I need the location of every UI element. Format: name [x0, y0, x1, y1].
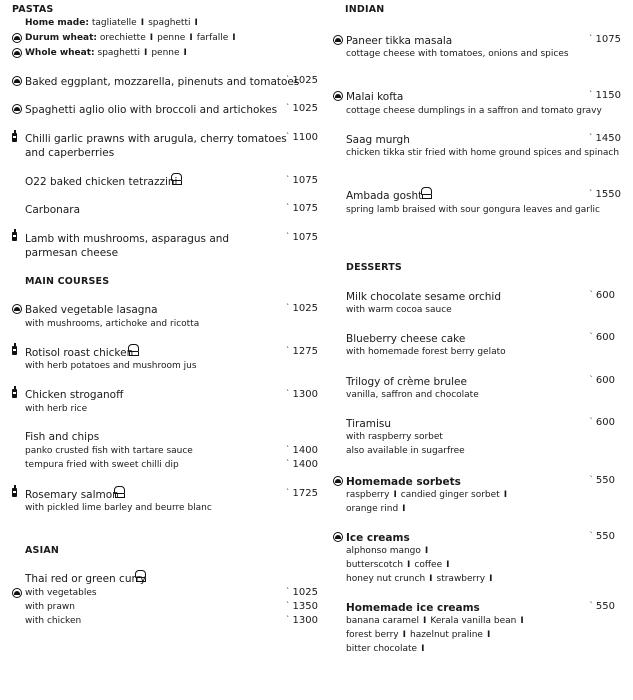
chef-hat-icon	[134, 570, 146, 582]
flavour: raspberry	[346, 490, 390, 500]
flavour: candied ginger sorbet	[400, 490, 500, 500]
menu-item-price: ` 600	[573, 291, 615, 301]
pasta-shape: tagliatelle	[91, 18, 137, 28]
separator: I	[402, 504, 406, 514]
flavour: alphonso mango	[346, 546, 421, 556]
separator: I	[486, 630, 491, 640]
menu-item-name: Blueberry cheese cake	[346, 333, 466, 345]
vegetarian-icon	[333, 476, 343, 486]
whole-wheat-line	[25, 49, 191, 58]
menu-item-desc: with raspberry sorbet	[346, 432, 443, 442]
menu-item-price: ` 550	[573, 602, 615, 612]
menu-item-price: ` 1075	[276, 176, 318, 186]
alcohol-bottle-icon	[12, 346, 17, 355]
vegetarian-icon	[333, 91, 343, 101]
separator: I	[189, 33, 193, 43]
menu-item-name: Tiramisu	[346, 418, 392, 430]
menu-item-name: Baked eggplant, mozzarella, pinenuts and tomatoes	[25, 76, 300, 88]
flavour-line	[346, 491, 511, 500]
durum-wheat-line	[25, 34, 240, 43]
menu-item-desc: with herb rice	[25, 404, 88, 414]
menu-item-price: ` 1300	[276, 390, 318, 400]
vegetarian-icon	[12, 104, 22, 114]
flavour: honey nut crunch	[346, 574, 426, 584]
menu-item-option: with chicken	[25, 616, 82, 626]
menu-item-desc: with warm cocoa sauce	[346, 305, 452, 315]
menu-item-name: Lamb with mushrooms, asparagus and	[25, 233, 230, 245]
pastas-heading: PASTAS	[12, 4, 54, 15]
separator: I	[393, 490, 397, 500]
pasta-shape: penne	[151, 48, 180, 58]
flavour: banana caramel	[346, 616, 420, 626]
vegetarian-icon	[12, 76, 22, 86]
menu-item-name: O22 baked chicken tetrazzini	[25, 176, 178, 188]
menu-item-desc: with pickled lime barley and beurre blanc	[25, 503, 212, 513]
menu-item-price: ` 1550	[579, 190, 621, 200]
menu-item-name: Carbonara	[25, 204, 81, 216]
flavour-line	[346, 645, 428, 654]
menu-item-desc: cottage cheese with tomatoes, onions and spices	[346, 49, 569, 59]
durum-wheat-label: Durum wheat:	[25, 33, 98, 43]
menu-item-name: Baked vegetable lasagna	[25, 304, 158, 316]
menu-item-price: ` 1075	[276, 233, 318, 243]
menu-item-name: Fish and chips	[25, 431, 100, 443]
separator: I	[140, 18, 145, 28]
menu-item-price: ` 550	[573, 476, 615, 486]
menu-item-price: ` 1025	[276, 304, 318, 314]
menu-item-desc: panko crusted fish with tartare sauce	[25, 446, 193, 456]
menu-item-name-cont: and caperberries	[25, 147, 115, 159]
flavour: bitter chocolate	[346, 644, 418, 654]
alcohol-bottle-icon	[12, 232, 17, 241]
menu-item-name: Thai red or green curry	[25, 573, 147, 585]
menu-item-name-cont: parmesan cheese	[25, 247, 119, 259]
pasta-shape: orechiette	[99, 33, 146, 43]
menu-item-price: ` 600	[573, 418, 615, 428]
pasta-shape: spaghetti	[97, 48, 140, 58]
pasta-shape: farfalle	[196, 33, 229, 43]
flavour-line	[346, 561, 454, 570]
separator: I	[503, 490, 508, 500]
menu-item-name: Spaghetti aglio olio with broccoli and artichokes	[25, 104, 278, 116]
desserts-heading: DESSERTS	[346, 262, 402, 273]
flavour: strawberry	[436, 574, 486, 584]
flavour-line	[346, 575, 497, 584]
menu-item-name: Rosemary salmon	[25, 489, 119, 501]
menu-item-price: ` 1075	[579, 35, 621, 45]
flavour-line	[346, 505, 410, 514]
separator: I	[194, 18, 198, 28]
menu-item-name: Ambada gosht	[346, 190, 423, 202]
menu-item-desc: with mushrooms, artichoke and ricotta	[25, 319, 200, 329]
vegetarian-icon	[333, 35, 343, 45]
menu-item-desc: with herb potatoes and mushroom jus	[25, 361, 197, 371]
menu-item-price: ` 1100	[276, 133, 318, 143]
menu-item-price: ` 1300	[276, 616, 318, 626]
menu-item-name: Homemade ice creams	[346, 602, 480, 614]
menu-item-name: Homemade sorbets	[346, 476, 461, 488]
whole-wheat-label: Whole wheat:	[25, 48, 95, 58]
menu-item-name: Malai kofta	[346, 91, 404, 103]
menu-item-name: Saag murgh	[346, 134, 410, 146]
separator: I	[402, 630, 406, 640]
flavour-line	[346, 631, 494, 640]
menu-item-price: ` 1150	[579, 91, 621, 101]
menu-item-name: Trilogy of crème brulee	[346, 376, 467, 388]
flavour-line	[346, 547, 432, 556]
vegetarian-icon	[12, 588, 22, 598]
separator: I	[143, 48, 148, 58]
menu-item-price: ` 1400	[276, 446, 318, 456]
menu-item-desc: vanilla, saffron and chocolate	[346, 390, 479, 400]
menu-item-price: ` 600	[573, 333, 615, 343]
flavour: butterscotch	[346, 560, 404, 570]
menu-item-desc: also available in sugarfree	[346, 446, 465, 456]
menu-item-name: Ice creams	[346, 532, 410, 544]
chef-hat-icon	[420, 187, 432, 199]
alcohol-bottle-icon	[12, 488, 17, 497]
menu-item-desc: chicken tikka stir fried with home ground spices and spinach	[346, 148, 620, 158]
main-courses-heading: MAIN COURSES	[25, 276, 110, 287]
menu-item-name: Rotisol roast chicken	[25, 347, 134, 359]
flavour: coffee	[414, 560, 443, 570]
menu-item-desc: spring lamb braised with sour gongura leaves and garlic	[346, 205, 600, 215]
separator: I	[407, 560, 411, 570]
menu-item-option: with prawn	[25, 602, 75, 612]
home-made-line	[25, 19, 202, 28]
separator: I	[489, 574, 493, 584]
menu-item-option: with vegetables	[25, 588, 97, 598]
flavour: orange rind	[346, 504, 399, 514]
separator: I	[520, 616, 524, 626]
chef-hat-icon	[113, 486, 125, 498]
menu-item-price: ` 1025	[276, 104, 318, 114]
indian-heading: INDIAN	[345, 4, 385, 15]
menu-item-price: ` 600	[573, 376, 615, 386]
separator: I	[421, 644, 425, 654]
chef-hat-icon	[127, 344, 139, 356]
alcohol-bottle-icon	[12, 133, 17, 142]
menu-item-desc: with homemade forest berry gelato	[346, 347, 506, 357]
separator: I	[429, 574, 433, 584]
menu-item-price: ` 1400	[276, 460, 318, 470]
menu-item-desc: tempura fried with sweet chilli dip	[25, 460, 179, 470]
menu-item-price: ` 1350	[276, 602, 318, 612]
flavour: Kerala vanilla bean	[430, 616, 517, 626]
vegetarian-icon	[12, 33, 22, 43]
separator: I	[446, 560, 450, 570]
separator: I	[423, 616, 427, 626]
menu-item-price: ` 1025	[276, 588, 318, 598]
pasta-shape: penne	[157, 33, 186, 43]
vegetarian-icon	[12, 48, 22, 58]
menu-item-price: ` 1450	[579, 134, 621, 144]
menu-item-price: ` 1725	[276, 489, 318, 499]
menu-item-price: ` 1025	[276, 76, 318, 86]
separator: I	[183, 48, 187, 58]
menu-item-name: Milk chocolate sesame orchid	[346, 291, 502, 303]
vegetarian-icon	[12, 304, 22, 314]
chef-hat-icon	[170, 173, 182, 185]
menu-item-name: Paneer tikka masala	[346, 35, 453, 47]
home-made-label: Home made:	[25, 18, 89, 28]
vegetarian-icon	[333, 532, 343, 542]
menu-item-name: Chicken stroganoff	[25, 389, 124, 401]
menu-item-price: ` 550	[573, 532, 615, 542]
separator: I	[149, 33, 154, 43]
menu-item-name: Chilli garlic prawns with arugula, cherry tomatoes	[25, 133, 287, 145]
pasta-shape: spaghetti	[148, 18, 191, 28]
menu-item-price: ` 1075	[276, 204, 318, 214]
flavour: hazelnut praline	[409, 630, 483, 640]
menu-item-price: ` 1275	[276, 347, 318, 357]
separator: I	[424, 546, 429, 556]
menu-item-desc: cottage cheese dumplings in a saffron and tomato gravy	[346, 106, 602, 116]
flavour-line	[346, 617, 528, 626]
asian-heading: ASIAN	[25, 545, 60, 556]
separator: I	[232, 33, 236, 43]
flavour: forest berry	[346, 630, 399, 640]
alcohol-bottle-icon	[12, 389, 17, 398]
